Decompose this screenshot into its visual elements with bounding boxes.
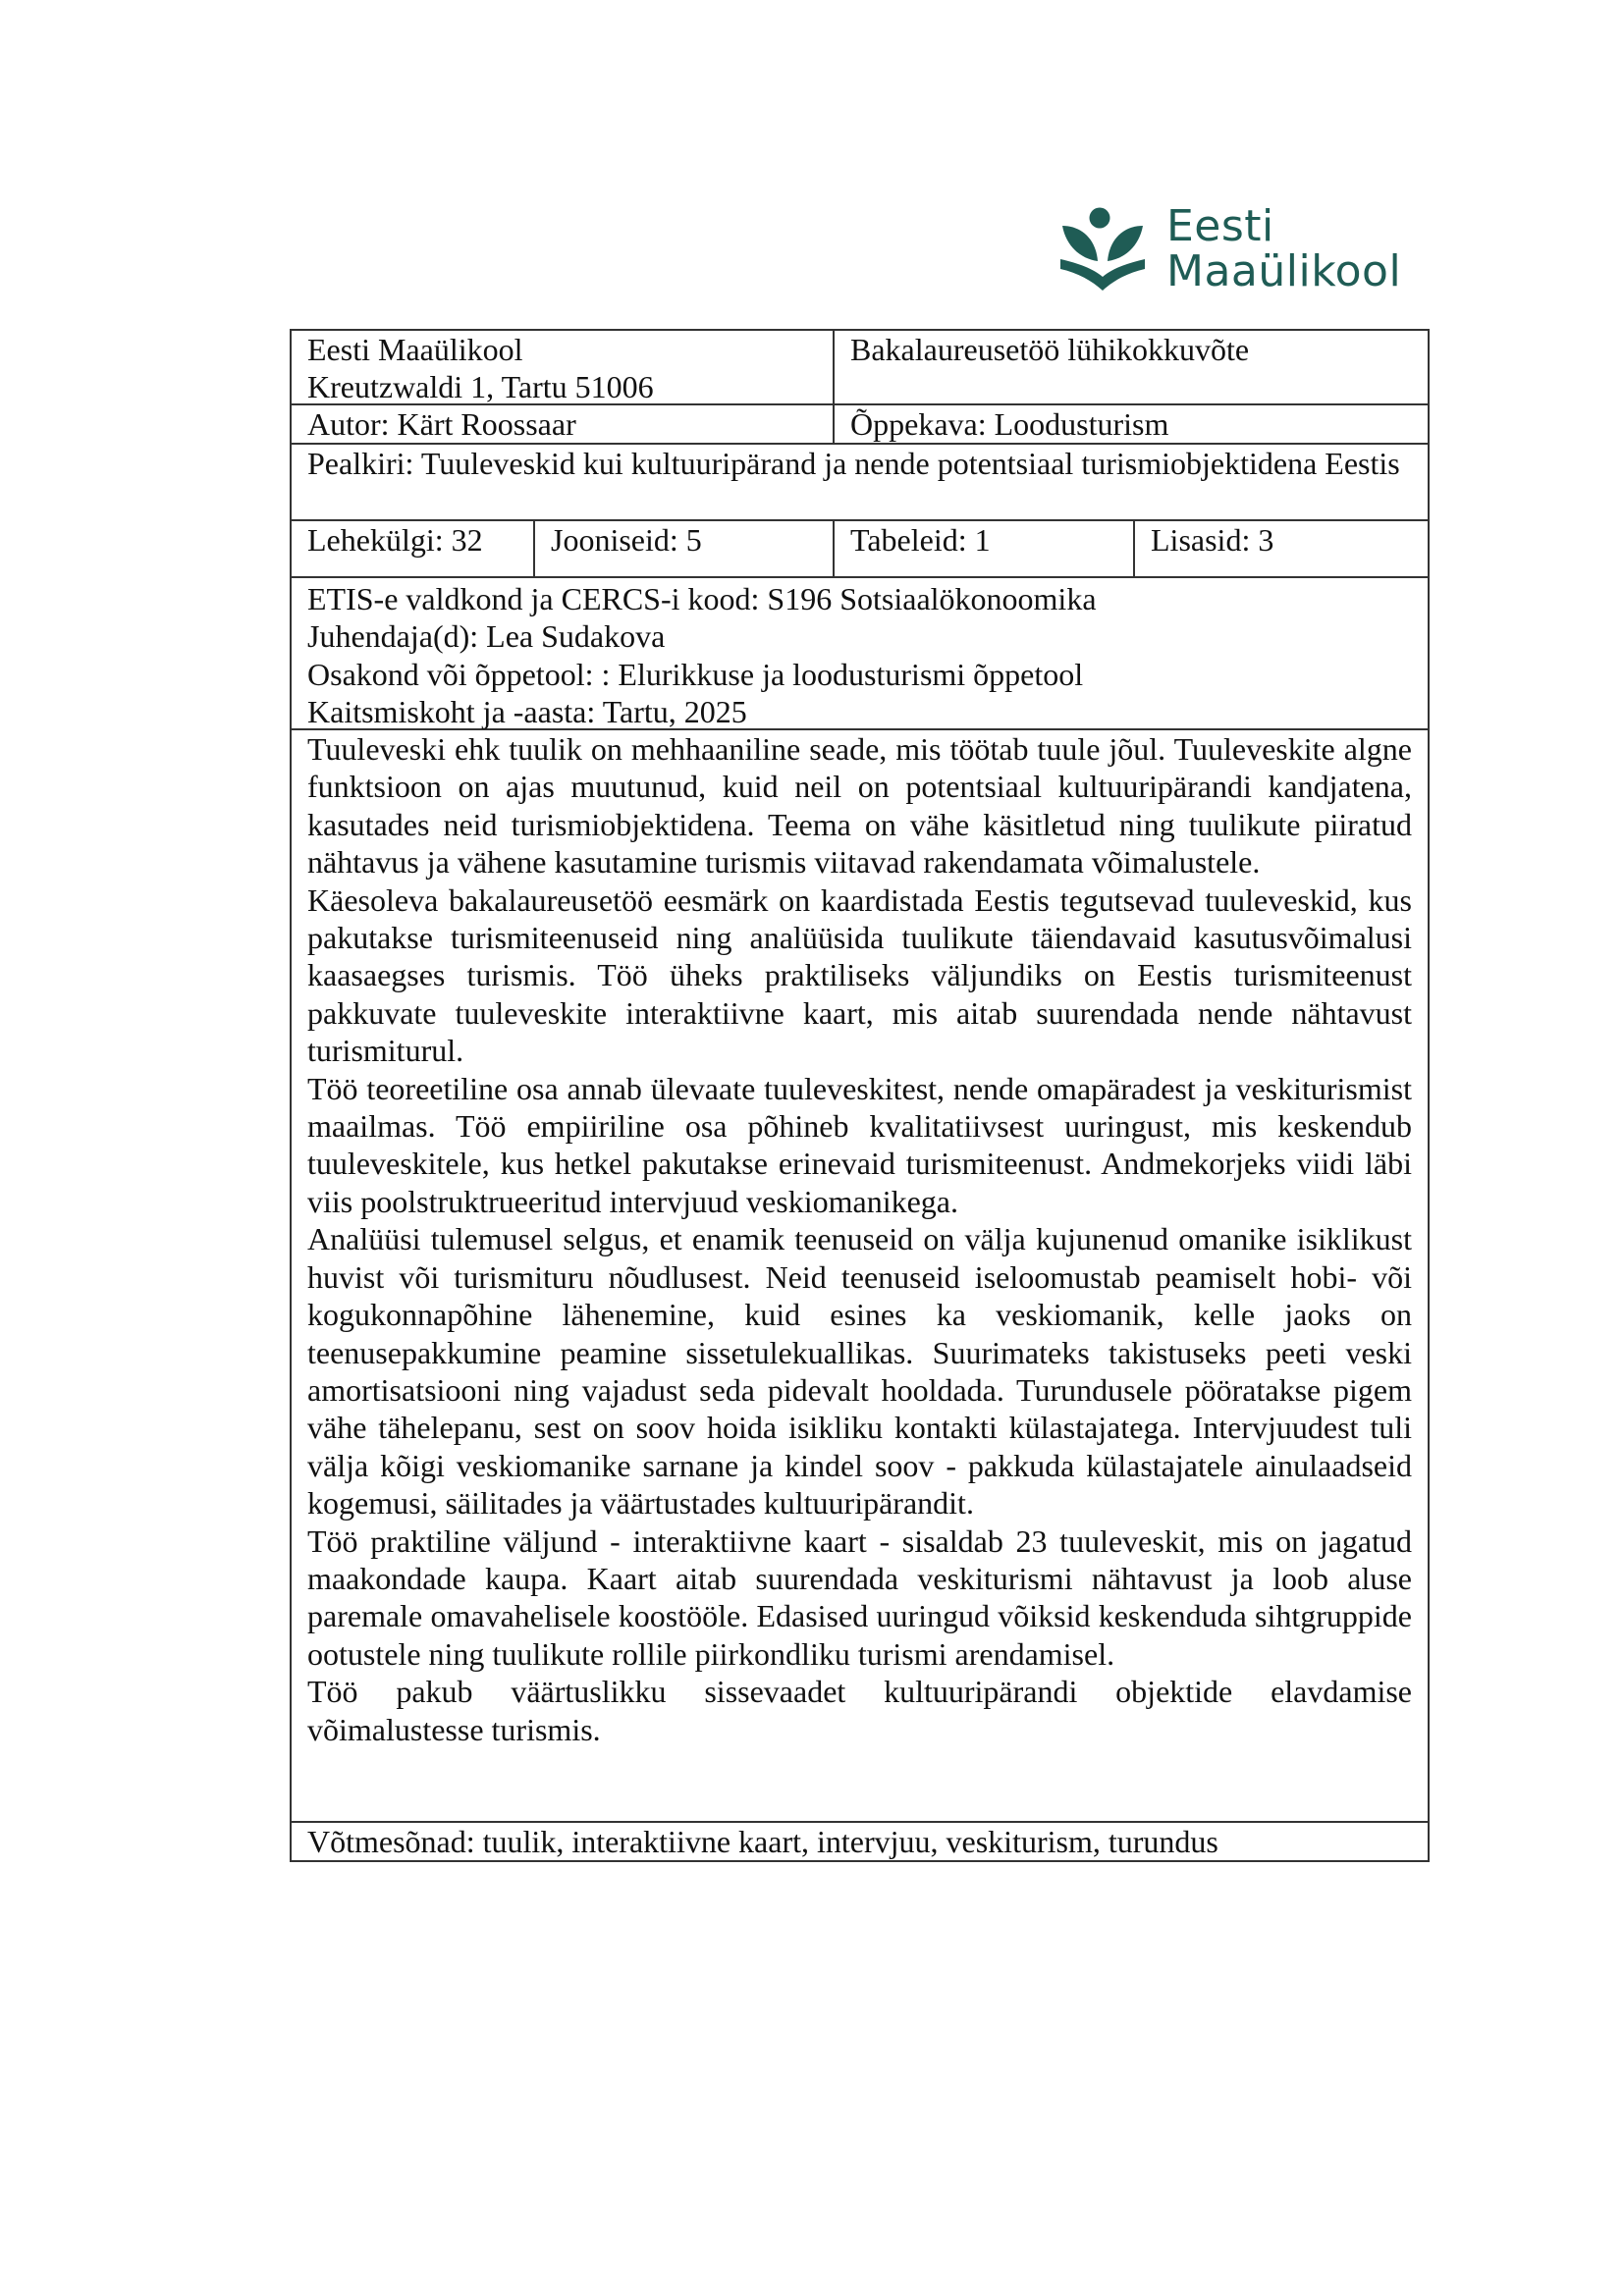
logo-wordmark <box>1166 201 1402 296</box>
author: Autor: Kärt Roossaar <box>307 406 576 442</box>
institution-cell <box>292 331 833 403</box>
title-row <box>290 445 1430 521</box>
abstract-paragraph: Töö teoreetiline osa annab ülevaate tuuleveskitest, nende omapäradest ja veskiturismist maailmas. Töö empiiriline osa põhineb kvalitatiivsest uuringust, mis keskendub tuuleveskitele, kus hetkel pakutakse erinevaid turismiteenust. Andmekorjeks viidi läbi viis poolstruktrueeritud intervjuud veskiomanikega. <box>307 1070 1412 1219</box>
summary-table <box>290 329 1430 1862</box>
defense-place-year: Kaitsmiskoht ja -aasta: Tartu, 2025 <box>307 694 747 730</box>
author-cell <box>292 405 833 443</box>
thesis-title: Pealkiri: Tuuleveskid kui kultuuripärand ja nende potentsiaal turismiobjektidena Eestis <box>307 446 1400 481</box>
department: Osakond või õppetool: : Elurikkuse ja loodusturismi õppetool <box>307 656 1084 692</box>
author-row <box>290 405 1430 445</box>
abstract-cell <box>292 730 1428 1821</box>
abstract-paragraph: Analüüsi tulemusel selgus, et enamik teenuseid on välja kujunenud omanike isiklikust huvist või turismituru nõudlusest. Neid teenuseid iseloomustab peamiselt hobi- või kogukonnapõhine lähenemine, kuid esines ka veskiomanik, kelle jaoks on teenusepakkumine peamine sissetulekuallikas. Suurimateks takistuseks peeti veski amortisatsiooni ning vajadust seda pidevalt hooldada. Turundusele pööratakse pigem vähe tähelepanu, sest on soov hoida isikliku kontakti külastajatega. Intervjuudest tuli välja kõigi veskiomanike sarnane ja kindel soov - pakkuda külastajatele ainulaadseid kogemusi, säilitades ja väärtustades kultuuripärandit. <box>307 1221 1412 1522</box>
university-logo <box>1058 201 1432 297</box>
doc-type: Bakalaureusetöö lühikokkuvõte <box>850 332 1250 367</box>
abstract-paragraph: Töö praktiline väljund - interaktiivne kaart - sisaldab 23 tuuleveskit, mis on jagatud maakondade kaupa. Kaart aitab suurendada veskiturismi nähtavust ja loob aluse paremale omavahelisele koostööle. Edasised uuringud võiksid keskenduda sihtgruppide ootustele ning tuulikute rollile piirkondliku turismi arendamisel. <box>307 1522 1412 1672</box>
logo-line-1: Eesti <box>1166 201 1274 251</box>
appendices-count: Lisasid: 3 <box>1151 522 1274 558</box>
keywords-row <box>290 1823 1430 1862</box>
curriculum-cell <box>833 405 1428 443</box>
supervisor: Juhendaja(d): Lea Sudakova <box>307 618 666 655</box>
tables-count: Tabeleid: 1 <box>850 522 991 558</box>
abstract-paragraph: Tuuleveski ehk tuulik on mehhaaniline seade, mis töötab tuule jõul. Tuuleveskite algne funktsioon on ajas muutunud, kuid neil on potentsiaal kultuuripärandi kandjatena, kasutades neid turismiobjektidena. Teema on vähe käsitletud ning tuulikute piiratud nähtavus ja vähene kasutamine turismis viitavad rakendamata võimalustele. <box>307 731 1412 881</box>
title-cell <box>292 445 1428 519</box>
keywords: Võtmesõnad: tuulik, interaktiivne kaart, intervjuu, veskiturism, turundus <box>307 1824 1218 1859</box>
tables-cell <box>833 521 1133 576</box>
keywords-cell <box>292 1823 1428 1860</box>
institution-name: Eesti Maaülikool <box>307 332 523 367</box>
logo-line-2: Maaülikool <box>1166 246 1402 296</box>
pages-count: Lehekülgi: 32 <box>307 522 483 558</box>
meta-cell <box>292 578 1428 728</box>
curriculum: Õppekava: Loodusturism <box>850 406 1169 442</box>
abstract-paragraph: Käesoleva bakalaureusetöö eesmärk on kaardistada Eestis tegutsevad tuuleveskid, kus pakutakse turismiteenuseid ning analüüsida tuulikute täiendavaid kasutusvõimalusi kaasaegses turismis. Töö üheks praktiliseks väljundiks on Eestis turismiteenust pakkuvate tuuleveskite interaktiivne kaart, mis aitab suurendada nende nähtavust turismiturul. <box>307 881 1412 1069</box>
abstract-paragraph: Töö pakub väärtuslikku sissevaadet kultuuripärandi objektide elavdamise võimalustesse turismis. <box>307 1674 1412 1747</box>
abstract-row <box>290 730 1430 1823</box>
figures-cell <box>533 521 833 576</box>
pages-cell <box>292 521 533 576</box>
figures-count: Jooniseid: 5 <box>551 522 702 558</box>
appendices-cell <box>1133 521 1428 576</box>
stats-row <box>290 521 1430 578</box>
institution-address: Kreutzwaldi 1, Tartu 51006 <box>307 369 654 405</box>
etis-code: ETIS-e valdkond ja CERCS-i kood: S196 Sotsiaalökonoomika <box>307 581 1097 616</box>
book-sprout-icon <box>1058 204 1149 294</box>
doc-type-cell <box>833 331 1428 403</box>
meta-row <box>290 578 1430 730</box>
header-row <box>290 329 1430 405</box>
